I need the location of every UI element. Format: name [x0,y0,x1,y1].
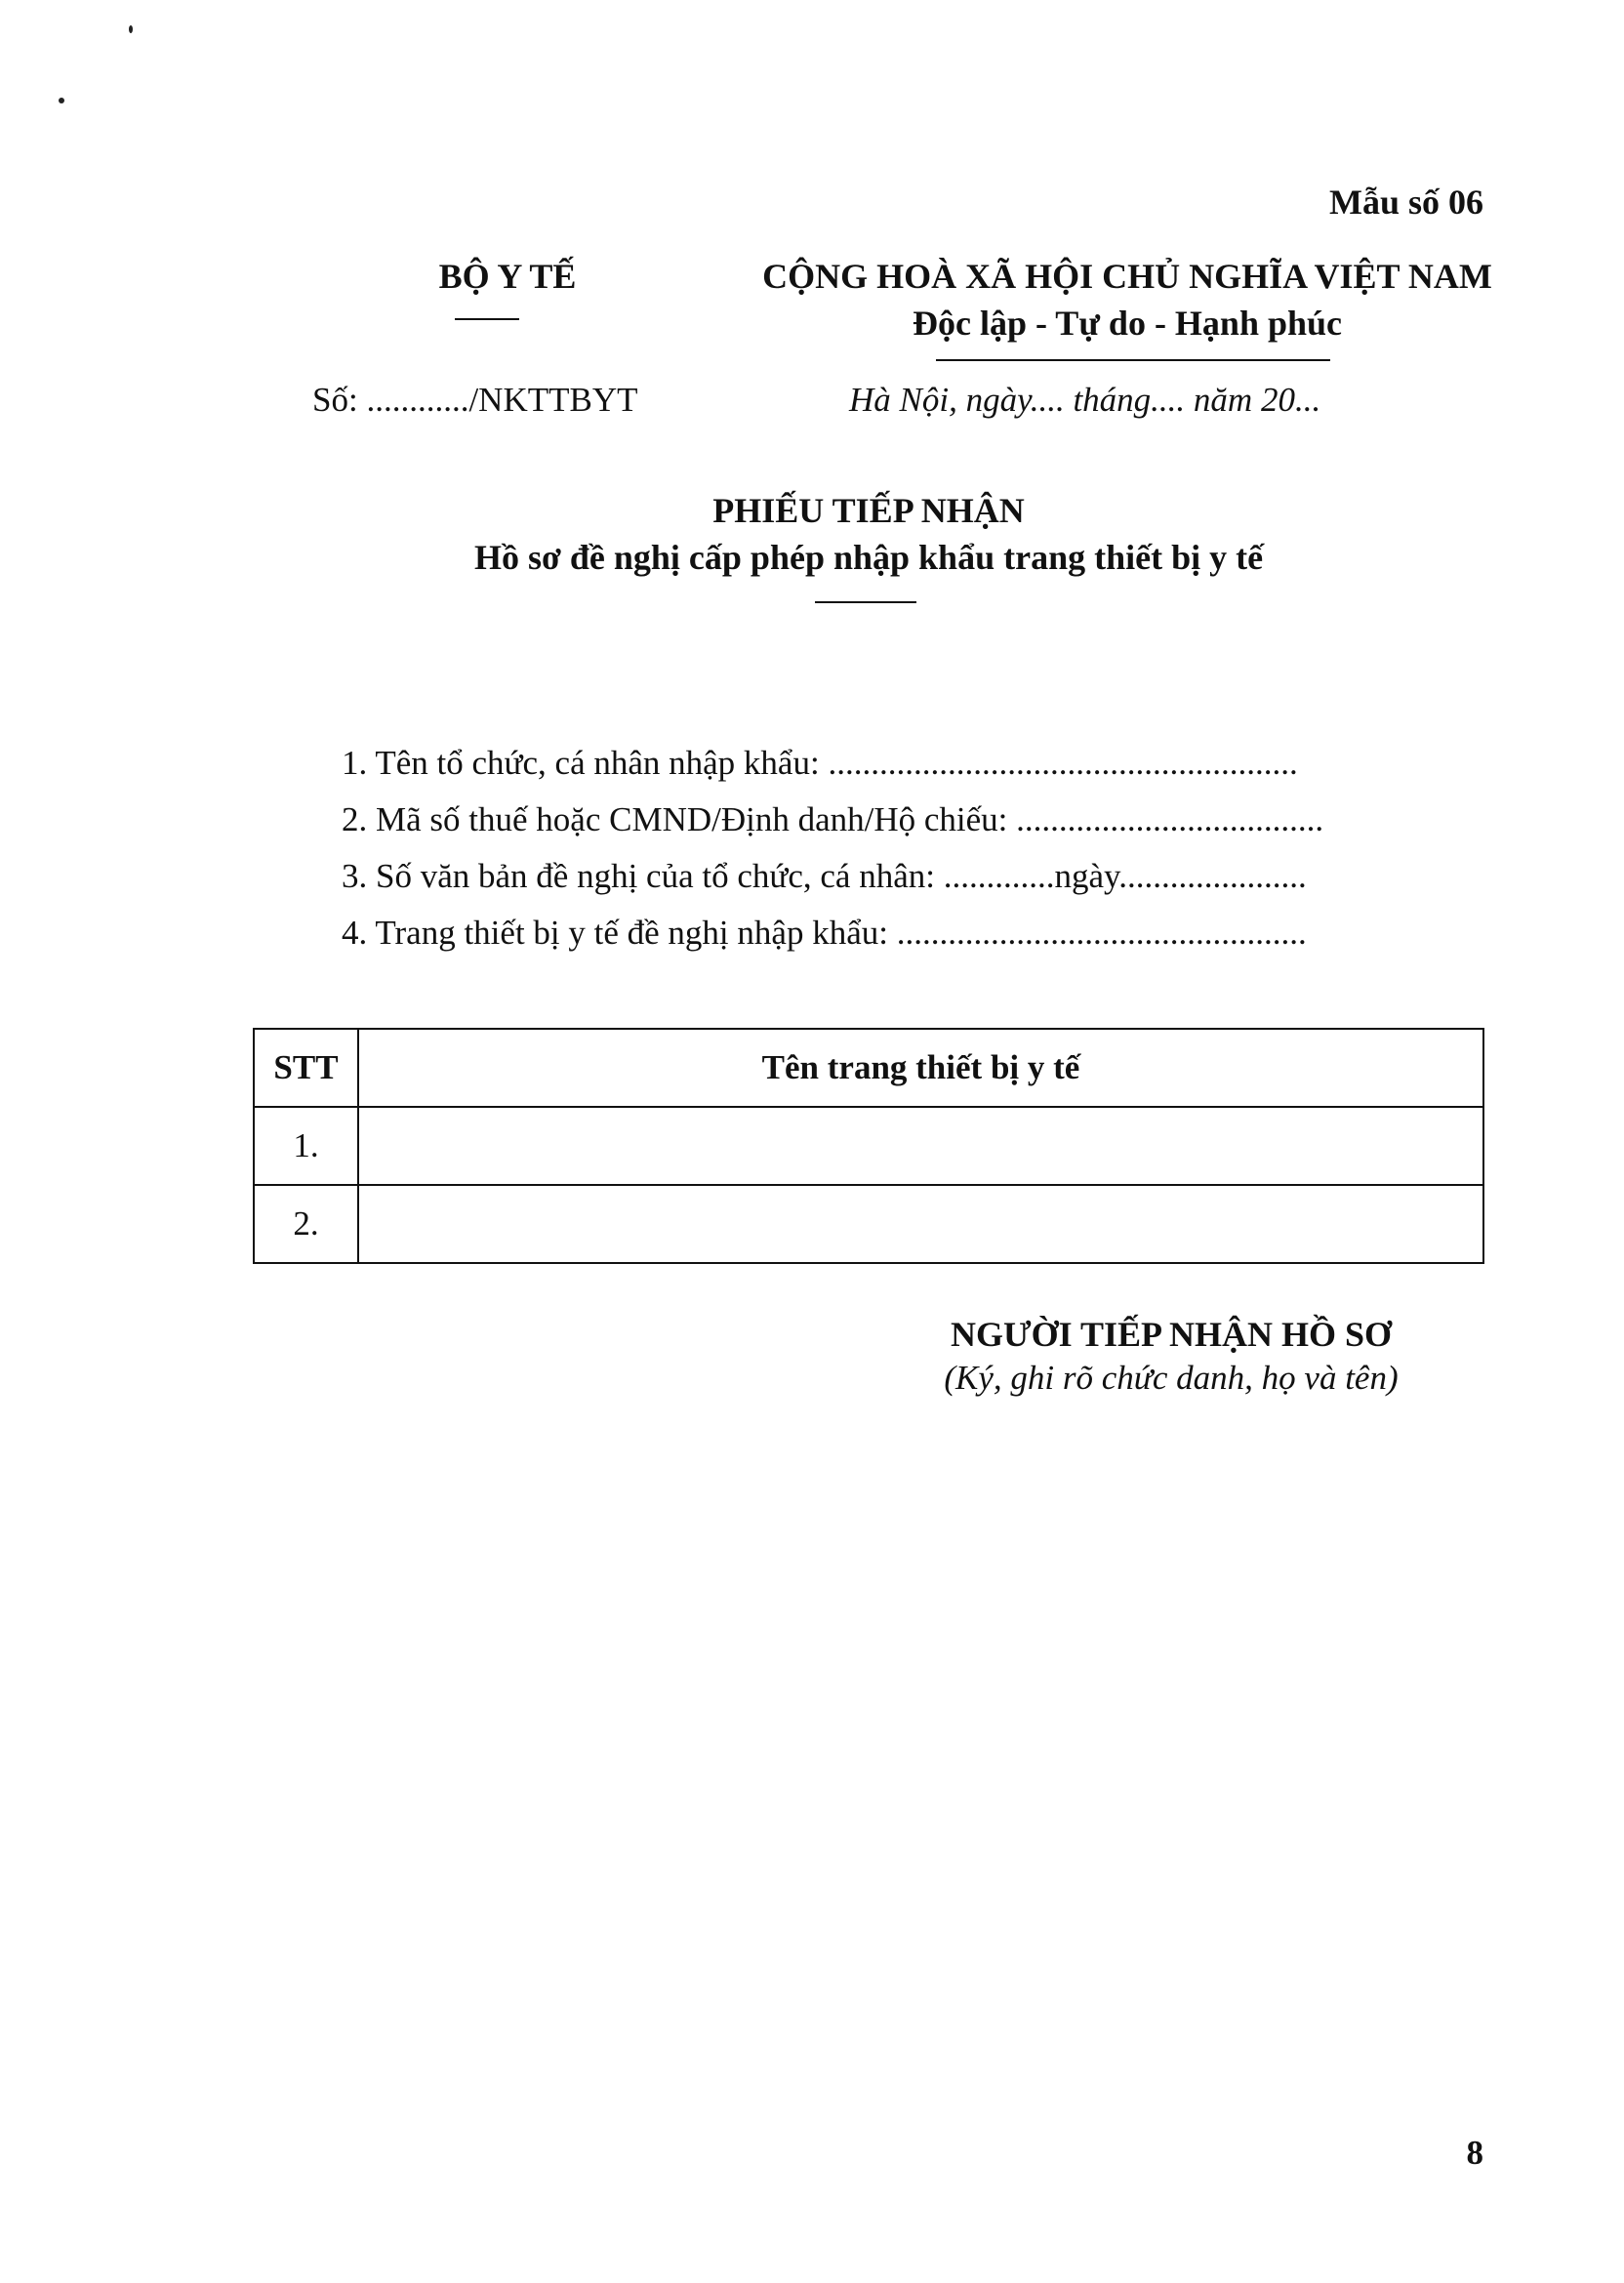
scan-speck [129,25,133,33]
signature-note: (Ký, ghi rõ chức danh, họ và tên) [944,1359,1399,1397]
place-date: Hà Nội, ngày.... tháng.... năm 20... [849,381,1321,419]
field-tax-id: 2. Mã số thuế hoặc CMND/Định danh/Hộ chiếu: .................................... [342,800,1324,838]
header-stt: STT [254,1029,358,1107]
field-request-document: 3. Số văn bản đề nghị của tổ chức, cá nhân: .............ngày...................... [342,857,1307,895]
issuer-underline [455,318,519,320]
header-equipment-name: Tên trang thiết bị y tế [358,1029,1483,1107]
table-row [254,1185,1483,1263]
title-underline [815,601,916,603]
equipment-table [253,1028,1484,1264]
table-row [254,1107,1483,1185]
field-equipment: 4. Trang thiết bị y tế đề nghị nhập khẩu: ................................................ [342,914,1307,952]
field-organization-name: 1. Tên tổ chức, cá nhân nhập khẩu: ....................................................... [342,744,1298,782]
table-header-row [254,1029,1483,1107]
form-code: Mẫu số 06 [1328,183,1483,222]
row-equipment-name [358,1185,1483,1263]
page-number: 8 [1466,2134,1483,2172]
signature-title: NGƯỜI TIẾP NHẬN HỒ SƠ [950,1315,1393,1354]
document-subtitle: Hồ sơ đề nghị cấp phép nhập khẩu trang thiết bị y tế [473,538,1264,577]
row-stt: 2. [254,1185,358,1263]
scan-speck [59,98,64,103]
document-number: Số: ............/NKTTBYT [312,381,638,419]
issuer-name: BỘ Y TẾ [438,257,577,296]
row-equipment-name [358,1107,1483,1185]
motto-underline [936,359,1330,361]
row-stt: 1. [254,1107,358,1185]
national-motto: Độc lập - Tự do - Hạnh phúc [912,304,1343,343]
document-title: PHIẾU TIẾP NHẬN [712,491,1025,530]
national-title: CỘNG HOÀ XÃ HỘI CHỦ NGHĨA VIỆT NAM [762,257,1492,296]
